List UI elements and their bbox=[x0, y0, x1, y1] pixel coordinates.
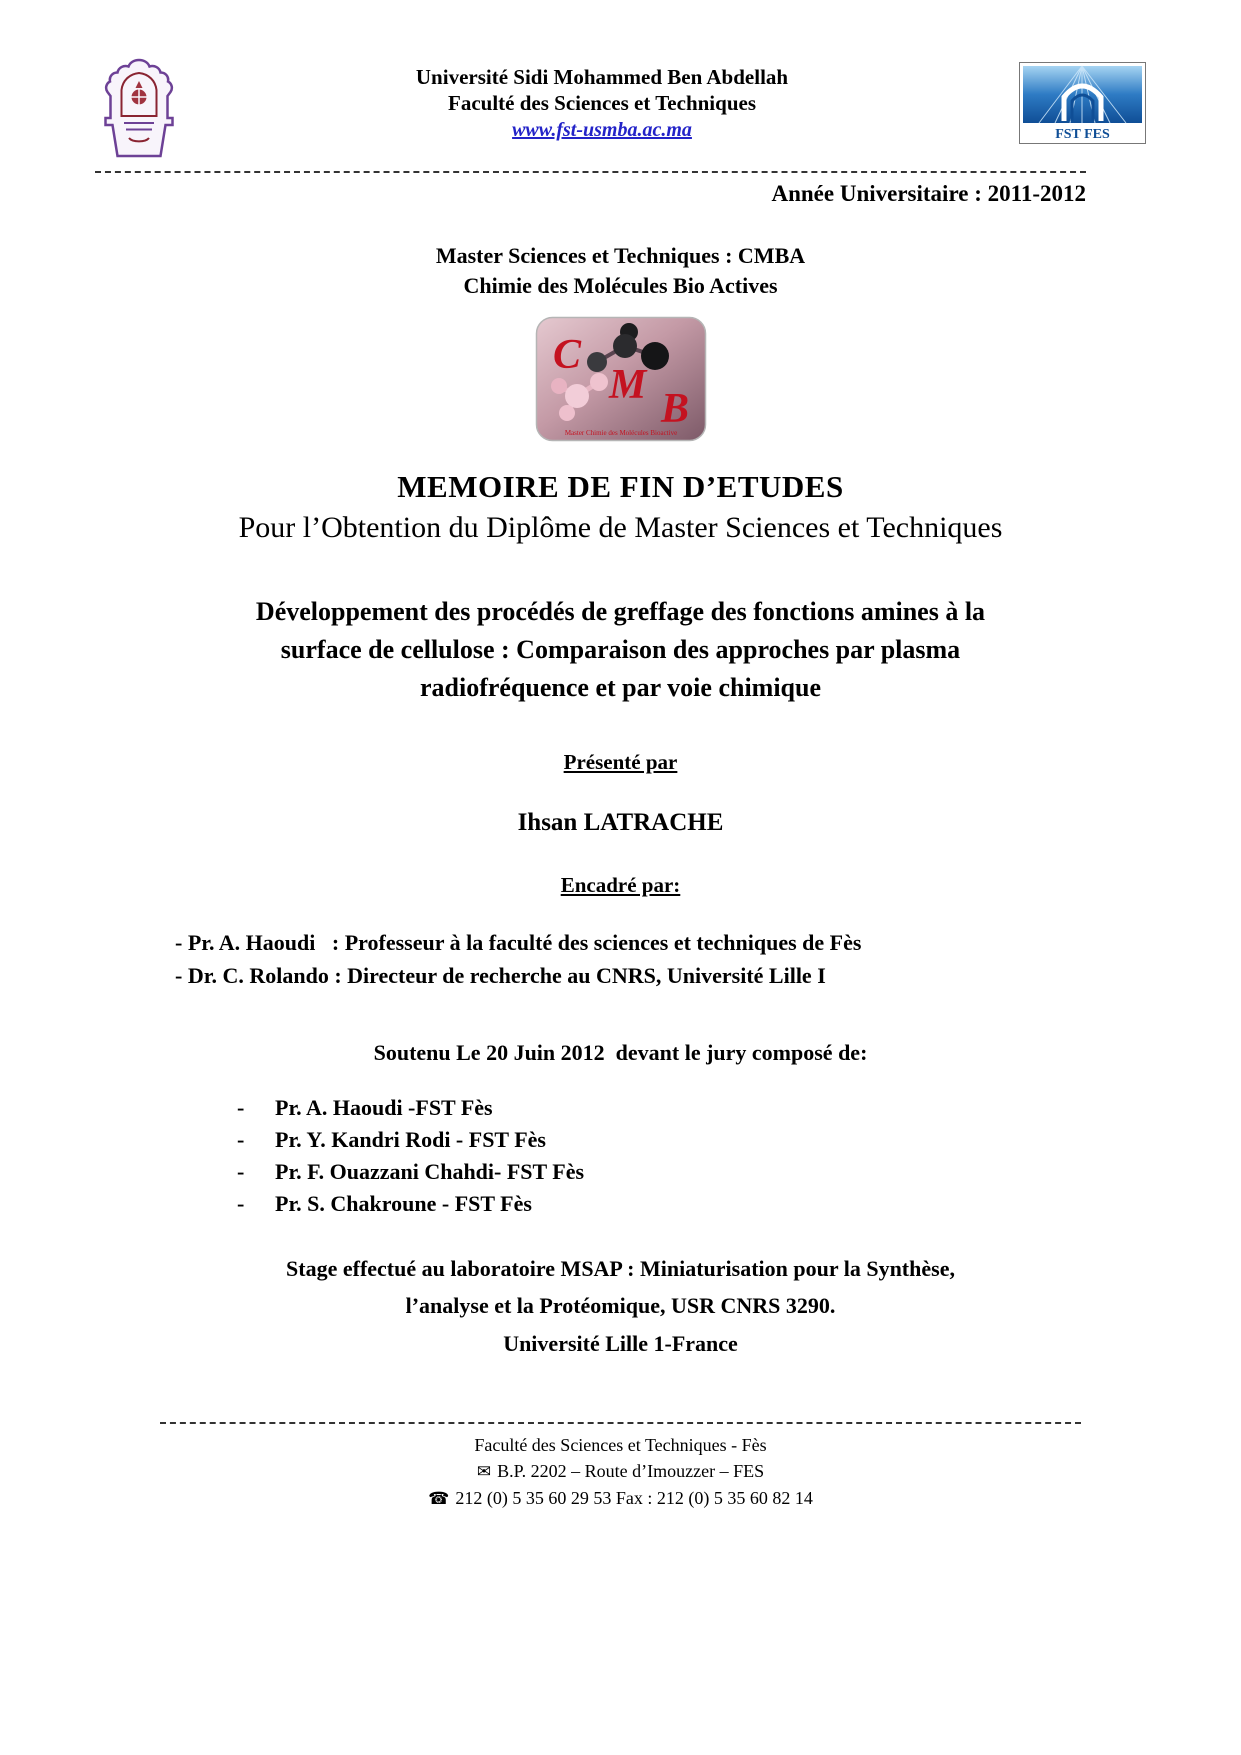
jury-member bbox=[237, 1188, 1146, 1220]
memoire-title: MEMOIRE DE FIN D’ETUDES bbox=[397, 469, 844, 505]
footer-phone-text: 212 (0) 5 35 60 29 53 Fax : 212 (0) 5 35 60 82 14 bbox=[455, 1487, 813, 1508]
jury-member bbox=[237, 1124, 1146, 1156]
thesis-title-line-1: Développement des procédés de greffage des fonctions amines à la bbox=[255, 597, 986, 627]
program-line-1: Master Sciences et Techniques : CMBA bbox=[435, 243, 806, 268]
supervisor-line: - Pr. A. Haoudi : Professeur à la faculté des sciences et techniques de Fès bbox=[175, 930, 862, 956]
list-dash: - bbox=[237, 1095, 245, 1121]
university-logo bbox=[95, 56, 185, 167]
separator-line-top bbox=[95, 171, 1086, 173]
footer-contact-block bbox=[95, 1432, 1146, 1511]
thesis-title bbox=[95, 593, 1146, 706]
internship-line-2: l’analyse et la Protéomique, USR CNRS 3290. bbox=[405, 1293, 836, 1319]
candidate-name: Ihsan LATRACHE bbox=[517, 809, 724, 837]
document-footer bbox=[0, 1422, 1241, 1511]
website-link[interactable]: www.fst-usmba.ac.ma bbox=[512, 118, 692, 141]
program-line-2: Chimie des Molécules Bio Actives bbox=[463, 272, 778, 298]
footer-address bbox=[95, 1458, 1146, 1485]
cmb-logo-caption: Master Chimie des Molécules Bioactive bbox=[564, 429, 677, 438]
university-name: Université Sidi Mohammed Ben Abdellah bbox=[415, 65, 789, 89]
fst-fes-logo-label: FST FES bbox=[1055, 127, 1110, 142]
thesis-title-line-2: surface de cellulose : Comparaison des approches par plasma bbox=[280, 635, 961, 665]
jury-member-name: Pr. F. Ouazzani Chahdi- FST Fès bbox=[275, 1159, 585, 1185]
supervisors-list bbox=[95, 926, 1146, 992]
presented-by-label: Présenté par bbox=[563, 750, 678, 775]
footer-faculty: Faculté des Sciences et Techniques - Fès bbox=[474, 1435, 767, 1455]
document-header bbox=[95, 56, 1146, 167]
list-dash: - bbox=[237, 1159, 245, 1185]
header-institution-block bbox=[185, 56, 1019, 142]
fst-fes-logo-icon bbox=[1019, 62, 1146, 144]
university-emblem-icon bbox=[95, 56, 183, 162]
memoire-subtitle: Pour l’Obtention du Diplôme de Master Sciences et Techniques bbox=[238, 511, 1003, 545]
thesis-title-line-3: radiofréquence et par voie chimique bbox=[419, 672, 822, 702]
list-dash: - bbox=[237, 1191, 245, 1217]
supervised-by-label: Encadré par: bbox=[560, 873, 681, 898]
jury-member bbox=[237, 1092, 1146, 1124]
jury-member-name: Pr. Y. Kandri Rodi - FST Fès bbox=[275, 1127, 546, 1153]
cmb-letter-m: M bbox=[608, 362, 646, 409]
internship-block bbox=[95, 1250, 1146, 1362]
program-block bbox=[95, 241, 1146, 300]
cmb-logo bbox=[95, 316, 1146, 447]
faculty-name: Faculté des Sciences et Techniques bbox=[448, 91, 756, 116]
jury-member bbox=[237, 1156, 1146, 1188]
jury-member-name: Pr. S. Chakroune - FST Fès bbox=[275, 1191, 532, 1217]
footer-address-text: B.P. 2202 – Route d’Imouzzer – FES bbox=[497, 1461, 765, 1482]
academic-year: Année Universitaire : 2011-2012 bbox=[771, 181, 1086, 206]
jury-member-name: Pr. A. Haoudi -FST Fès bbox=[275, 1095, 493, 1121]
jury-list bbox=[95, 1092, 1146, 1220]
internship-line-1: Stage effectué au laboratoire MSAP : Miniaturisation pour la Synthèse, bbox=[286, 1256, 955, 1281]
supervisor-line: - Dr. C. Rolando : Directeur de recherche au CNRS, Université Lille I bbox=[175, 963, 826, 989]
separator-line-bottom bbox=[160, 1422, 1081, 1424]
list-dash: - bbox=[237, 1127, 245, 1153]
cmb-letter-b: B bbox=[660, 386, 689, 433]
footer-phone bbox=[95, 1485, 1146, 1512]
cmb-logo-icon bbox=[535, 316, 707, 442]
cmb-letter-c: C bbox=[552, 332, 581, 379]
defense-intro: Soutenu Le 20 Juin 2012 devant le jury composé de: bbox=[373, 1040, 868, 1066]
internship-line-3: Université Lille 1-France bbox=[503, 1330, 738, 1356]
envelope-icon: ✉ bbox=[476, 1462, 492, 1482]
fst-fes-logo bbox=[1019, 56, 1146, 149]
phone-icon: ☎ bbox=[428, 1488, 450, 1508]
